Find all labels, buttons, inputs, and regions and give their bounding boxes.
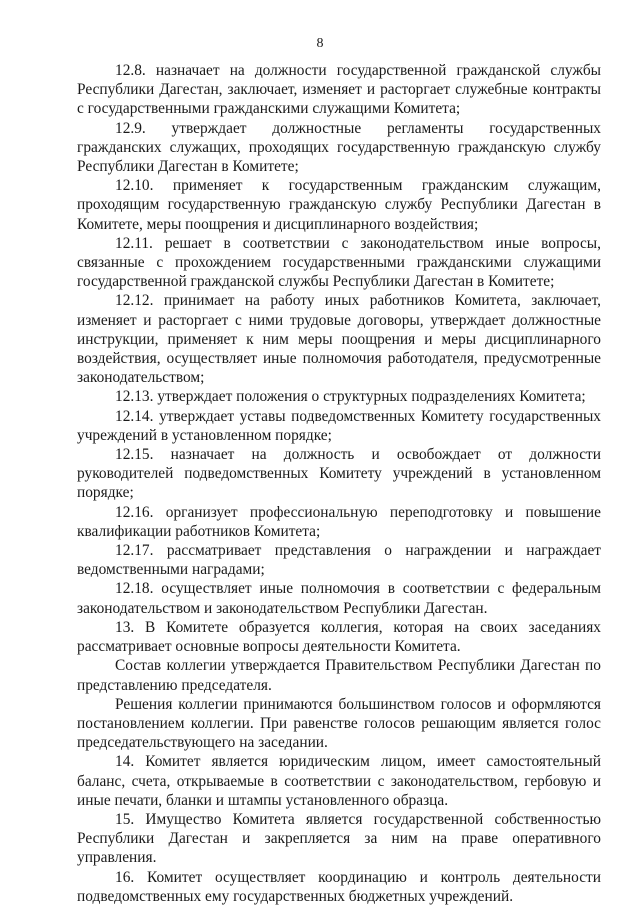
paragraph-12-15: 12.15. назначает на должность и освобождает от должности руководителей подведомственных Комитету учреждений в установленном порядке; (77, 446, 601, 502)
paragraph-12-17: 12.17. рассматривает представления о награждении и награждает ведомственными наградами; (77, 542, 601, 579)
paragraph-13: 13. В Комитете образуется коллегия, которая на своих заседаниях рассматривает основные вопросы деятельности Комитета. (77, 618, 601, 656)
paragraph-12-16: 12.16. организует профессиональную переподготовку и повышение квалификации работников Комитета; (77, 503, 601, 540)
paragraph-12-14: 12.14. утверждает уставы подведомственных Комитету государственных учреждений в установленном порядке; (77, 407, 601, 444)
paragraph-12-10: 12.10. применяет к государственным гражданским служащим, проходящим государственную гражданскую службу Республики Дагестан в Комитете, меры поощрения и дисциплинарного воздействия; (77, 177, 601, 233)
paragraph-16: 16. Комитет осуществляет координацию и контроль деятельности подведомственных ему государственных бюджетных учреждений. (77, 868, 601, 905)
page-number: 8 (316, 36, 324, 51)
document-body (77, 61, 601, 906)
paragraph-14: 14. Комитет является юридическим лицом, имеет самостоятельный баланс, счета, открываемые в соответствии с законодательством, гербовую и иные печати, бланки и штампы установленного образца. (77, 753, 601, 809)
paragraph-12-8: 12.8. назначает на должности государственной гражданской службы Республики Дагестан, заключает, изменяет и расторгает служебные контракты с государственными гражданскими служащими Комитета; (77, 62, 601, 118)
paragraph-12-18: 12.18. осуществляет иные полномочия в соответствии с федеральным законодательством и законодательством Республики Дагестан. (77, 580, 601, 617)
paragraph-12-11: 12.11. решает в соответствии с законодательством иные вопросы, связанные с прохождением государственными гражданскими служащими государственной гражданской службы Республики Дагестан в Комитете; (77, 234, 601, 291)
paragraph-12-12: 12.12. принимает на работу иных работников Комитета, заключает, изменяет и расторгает с ними трудовые договоры, утверждает должностные инструкции, применяет к ним меры поощрения и меры дисциплинарного воздействия, осуществляет иные полномочия работодателя, предусмотренные законодательством; (77, 292, 601, 387)
paragraph-15: 15. Имущество Комитета является государственной собственностью Республики Дагестан и закрепляется за ним на праве оперативного управления. (77, 810, 601, 867)
paragraph-collegium-decisions: Решения коллегии принимаются большинством голосов и оформляются постановлением коллегии. При равенстве голосов решающим является голос председательствующего на заседании. (77, 695, 601, 752)
paragraph-12-9: 12.9. утверждает должностные регламенты государственных гражданских служащих, проходящих государственную гражданскую службу Республики Дагестан в Комитете; (77, 119, 601, 176)
paragraph-collegium-composition: Состав коллегии утверждается Правительством Республики Дагестан по представлению председателя. (77, 657, 601, 694)
paragraph-12-13: 12.13. утверждает положения о структурных подразделениях Комитета; (115, 388, 586, 406)
